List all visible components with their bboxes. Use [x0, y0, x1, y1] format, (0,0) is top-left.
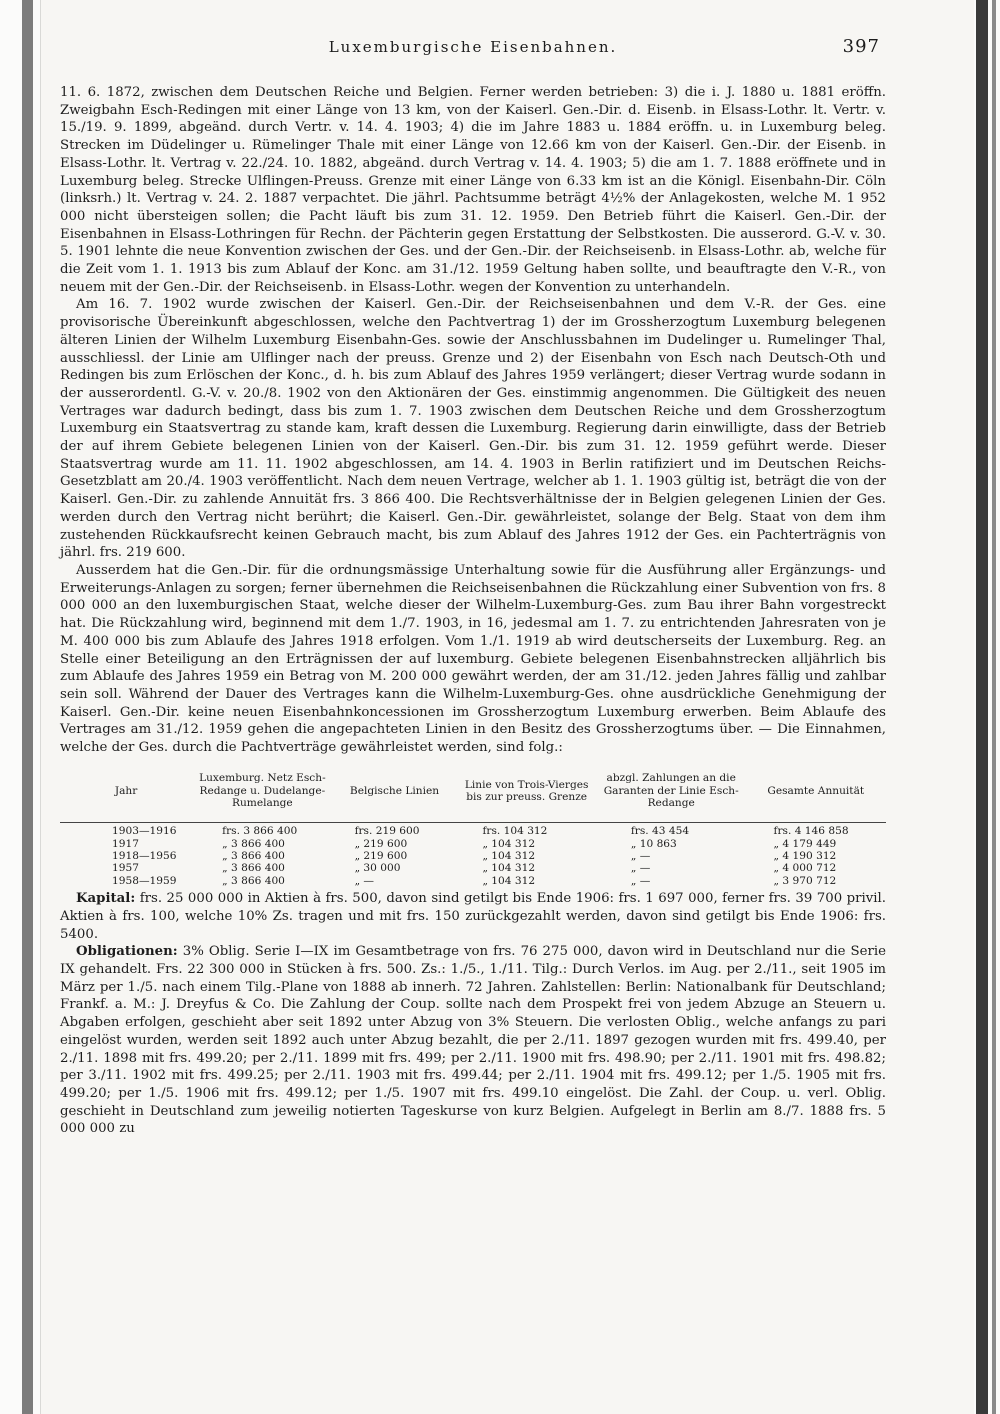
- cell-jahr: 1903—1916: [60, 823, 192, 838]
- cell-luxemburg-netz: frs. 3 866 400: [192, 823, 332, 838]
- cell-belgische-linien: „ 30 000: [354, 862, 401, 875]
- cell-gesamte-annuitaet: „ 4 190 312: [773, 850, 837, 863]
- col-header-jahr: Jahr: [114, 784, 138, 797]
- kapital-paragraph: [60, 890, 886, 943]
- cell-luxemburg-netz: „ 3 866 400: [222, 850, 285, 863]
- cell-gesamte-annuitaet: „ 3 970 712: [773, 874, 837, 887]
- table-row: [60, 838, 886, 850]
- paragraph: Am 16. 7. 1902 wurde zwischen der Kaiserl. Gen.-Dir. der Reichseisenbahnen und dem V.-R. der Ges. eine provisorische Übereinkunft abgeschlossen, welche den Pachtvertrag 1) der im Grossherzogtum Luxemburg belegenen älteren Linien der Wilhelm Luxemburg Eisenbahn-Ges. sowie der Anschlussbahnen im Dudelinger u. Rumelinger Thal, ausschliessl. der Linie am Ulflinger nach der preuss. Grenze und 2) der Eisenbahn von Esch nach Deutsch-Oth und Redingen bis zum Erlöschen der Konc., d. h. bis zum Ablauf des Jahres 1959 verlängert; dieser Vertrag wurde sodann in der ausserordentl. G.-V. v. 20./8. 1902 von den Aktionären der Ges. einstimmig angenommen. Die Gültigkeit des neuen Vertrages war dadurch bedingt, dass bis zum 1. 7. 1903 zwischen dem Deutschen Reiche und dem Grossherzogtum Luxemburg ein Staatsvertrag zu stande kam, kraft dessen die Luxemburg. Regierung darin einwilligte, dass der Betrieb der auf ihrem Gebiete belegenen Linien von der Kaiserl. Gen.-Dir. bis zum 31. 12. 1959 geführt werde. Dieser Staatsvertrag wurde am 11. 11. 1902 abgeschlossen, am 14. 4. 1903 in Berlin ratifiziert und im Deutschen Reichs-Gesetzblatt am 20./4. 1903 veröffentlicht. Nach dem neuen Vertrage, welcher ab 1. 1. 1903 gültig ist, beträgt die von der Kaiserl. Gen.-Dir. zu zahlende Annuität frs. 3 866 400. Die Rechtsverhältnisse der in Belgien gelegenen Linien der Ges. werden durch den Vertrag nicht berührt; die Kaiserl. Gen.-Dir. gewährleistet, solange der Belg. Staat von dem ihm zustehenden Rückkaufsrecht keinen Gebrauch macht, bis zum Ablauf des Jahres 1912 der Ges. ein Pachterträgnis von jährl. frs. 219 600.: [60, 297, 886, 561]
- col-header-gesamte-annuitaet: Gesamte Annuität: [767, 784, 865, 797]
- kapital-text: frs. 25 000 000 in Aktien à frs. 500, davon sind getilgt bis Ende 1906: frs. 1 697 000, ferner frs. 39 700 privil. Aktien à frs. 100, welche 10% Zs. tragen und mit frs. 150 zurückgezahlt werden, davon sind getilgt bis Ende 1906: frs. 5400.: [60, 891, 886, 942]
- obligationen-label: Obligationen:: [76, 944, 178, 960]
- cell-abzgl-zahlungen: „ —: [630, 874, 651, 887]
- cell-luxemburg-netz: „ 3 866 400: [222, 837, 285, 850]
- col-header-trois-vierges: Linie von Trois-Vierges bis zur preuss. Grenze: [464, 778, 589, 803]
- col-header-abzgl-zahlungen: abzgl. Zahlungen an die Garanten der Linie Esch-Redange: [603, 772, 739, 810]
- cell-gesamte-annuitaet: „ 4 000 712: [773, 862, 837, 875]
- cell-abzgl-zahlungen: „ —: [630, 850, 651, 863]
- table-row: [60, 850, 886, 862]
- cell-trois-vierges: „ 104 312: [482, 850, 536, 863]
- page-header: [60, 36, 886, 66]
- cell-abzgl-zahlungen: „ —: [630, 862, 651, 875]
- cell-belgische-linien: frs. 219 600: [333, 823, 457, 838]
- cell-jahr: 1918—1956: [112, 850, 177, 863]
- cell-belgische-linien: „ 219 600: [354, 837, 408, 850]
- col-header-luxemburg-netz: Luxemburg. Netz Esch-Redange u. Dudelange-Rumelange: [199, 772, 326, 810]
- cell-trois-vierges: frs. 104 312: [456, 823, 596, 838]
- kapital-label: Kapital:: [76, 891, 136, 907]
- cell-jahr: 1957: [112, 862, 139, 875]
- table-row: [60, 875, 886, 887]
- cell-luxemburg-netz: „ 3 866 400: [222, 862, 285, 875]
- cell-trois-vierges: „ 104 312: [482, 837, 536, 850]
- annuity-table: [60, 761, 886, 888]
- cell-trois-vierges: „ 104 312: [482, 862, 536, 875]
- page-number: 397: [842, 36, 880, 57]
- cell-jahr: 1917: [112, 837, 139, 850]
- cell-belgische-linien: „ —: [354, 874, 375, 887]
- paragraph: 11. 6. 1872, zwischen dem Deutschen Reiche und Belgien. Ferner werden betrieben: 3) die i. J. 1880 u. 1881 eröffn. Zweigbahn Esch-Redingen mit einer Länge von 13 km, von der Kaiserl. Gen.-Dir. d. Eisenb. in Elsass-Lothr. lt. Vertr. v. 15./19. 9. 1899, abgeänd. durch Vertr. v. 14. 4. 1903; 4) die im Jahre 1883 u. 1884 eröffn. u. in Luxemburg beleg. Strecken im Düdelinger u. Rümelinger Thale mit einer Länge von 12.66 km von der Kaiserl. Gen.-Dir. der Eisenb. in Elsass-Lothr. lt. Vertrag v. 22./24. 10. 1882, abgeänd. durch Vertrag v. 14. 4. 1903; 5) die am 1. 7. 1888 eröffnete und in Luxemburg beleg. Strecke Ulflingen-Preuss. Grenze mit einer Länge von 6.33 km ist an die Königl. Eisenbahn-Dir. Cöln (linksrh.) lt. Vertrag v. 24. 2. 1887 verpachtet. Die jährl. Pachtsumme beträgt 4½% der Anlagekosten, welche M. 1 952 000 nicht übersteigen sollen; die Pacht läuft bis zum 31. 12. 1959. Den Betrieb führt die Kaiserl. Gen.-Dir. der Eisenbahnen in Elsass-Lothringen für Rechn. der Pächterin gegen Erstattung der Selbstkosten. Die ausserord. G.-V. v. 30. 5. 1901 lehnte die neue Konvention zwischen der Ges. und der Gen.-Dir. der Reichseisenb. in Elsass-Lothr. ab, welche für die Zeit vom 1. 1. 1913 bis zum Ablauf der Konc. am 31./12. 1959 Geltung haben sollte, und beauftragte den V.-R., von neuem mit der Gen.-Dir. der Reichseisenb. in Elsass-Lothr. wegen der Konvention zu unterhandeln.: [60, 85, 886, 295]
- paragraph: Ausserdem hat die Gen.-Dir. für die ordnungsmässige Unterhaltung sowie für die Ausführung aller Ergänzungs- und Erweiterungs-Anlagen zu sorgen; ferner übernehmen die Reichseisenbahnen die Rückzahlung einer Subvention von frs. 8 000 000 an den luxemburgischen Staat, welche dieser der Wilhelm-Luxemburg-Ges. zum Bau ihrer Bahn vorgestreckt hat. Die Rückzahlung wird, beginnend mit dem 1./7. 1903, in 16, jedesmal am 1. 7. zu entrichtenden Jahresraten von je M. 400 000 bis zum Ablaufe des Jahres 1918 erfolgen. Vom 1./1. 1919 ab wird deutscherseits der Luxemburg. Reg. an Stelle einer Beteiligung an den Erträgnissen der auf luxemburg. Gebiete belegenen Eisenbahnstrecken alljährlich bis zum Ablaufe des Jahres 1959 ein Betrag von M. 200 000 gewährt werden, der am 31./12. jeden Jahres fällig und zahlbar sein soll. Während der Dauer des Vertrages kann die Wilhelm-Luxemburg-Ges. ohne ausdrückliche Genehmigung der Kaiserl. Gen.-Dir. keine neuen Eisenbahnkoncessionen im Grossherzogtum Luxemburg erwerben. Beim Ablaufe des Vertrages am 31./12. 1959 gehen die angepachteten Linien in den Besitz des Grossherzogtums über. — Die Einnahmen, welche der Ges. durch die Pachtverträge gewährleistet werden, sind folg.:: [60, 562, 886, 756]
- table-header-row: [60, 761, 886, 823]
- cell-abzgl-zahlungen: „ 10 863: [630, 837, 677, 850]
- obligationen-text: 3% Oblig. Serie I—IX im Gesamtbetrage von frs. 76 275 000, davon wird in Deutschland nur die Serie IX gehandelt. Frs. 22 300 000 in Stücken à frs. 500. Zs.: 1./5., 1./11. Tilg.: Durch Verlos. im Aug. per 2./11., seit 1905 im März per 1./5. nach einem Tilg.-Plane von 1888 ab innerh. 72 Jahren. Zahlstellen: Berlin: Nationalbank für Deutschland; Frankf. a. M.: J. Dreyfus & Co. Die Zahlung der Coup. sollte nach dem Prospekt frei von jedem Abzuge an Steuern u. Abgaben erfolgen, geschieht aber seit 1892 unter Abzug von 3% Steuern. Die verlosten Oblig., welche anfangs zu pari eingelöst wurden, werden seit 1892 auch unter Abzug bezahlt, die per 2./11. 1897 gezogen wurden mit frs. 499.40, per 2./11. 1898 mit frs. 499.20; per 2./11. 1899 mit frs. 499; per 2./11. 1900 mit frs. 498.90; per 2./11. 1901 mit frs. 498.82; per 3./11. 1902 mit frs. 499.25; per 2./11. 1903 mit frs. 499.44; per 2./11. 1904 mit frs. 499.12; per 1./5. 1905 mit frs. 499.20; per 1./5. 1906 mit frs. 499.12; per 1./5. 1907 mit frs. 499.10 eingelöst. Die Zahl. der Coup. u. verl. Oblig. geschieht in Deutschland zum jeweilig notierten Tageskurse von kurz Belgien. Aufgelegt in Berlin am 8./7. 1888 frs. 5 000 000 zu: [60, 944, 886, 1137]
- obligationen-paragraph: [60, 943, 886, 1138]
- cell-abzgl-zahlungen: frs. 43 454: [597, 823, 746, 838]
- cell-gesamte-annuitaet: frs. 4 146 858: [746, 823, 886, 838]
- running-title: Luxemburgische Eisenbahnen.: [328, 38, 618, 56]
- cell-jahr: 1958—1959: [112, 874, 177, 887]
- cell-trois-vierges: „ 104 312: [482, 874, 536, 887]
- document-page: [60, 36, 886, 1138]
- col-header-belgische-linien: Belgische Linien: [349, 784, 440, 797]
- cell-gesamte-annuitaet: „ 4 179 449: [773, 837, 837, 850]
- cell-luxemburg-netz: „ 3 866 400: [222, 874, 285, 887]
- scan-left-edge: [0, 0, 41, 1414]
- table-row: [60, 823, 886, 838]
- cell-belgische-linien: „ 219 600: [354, 850, 408, 863]
- table-row: [60, 862, 886, 874]
- scan-right-edge: [974, 0, 1000, 1414]
